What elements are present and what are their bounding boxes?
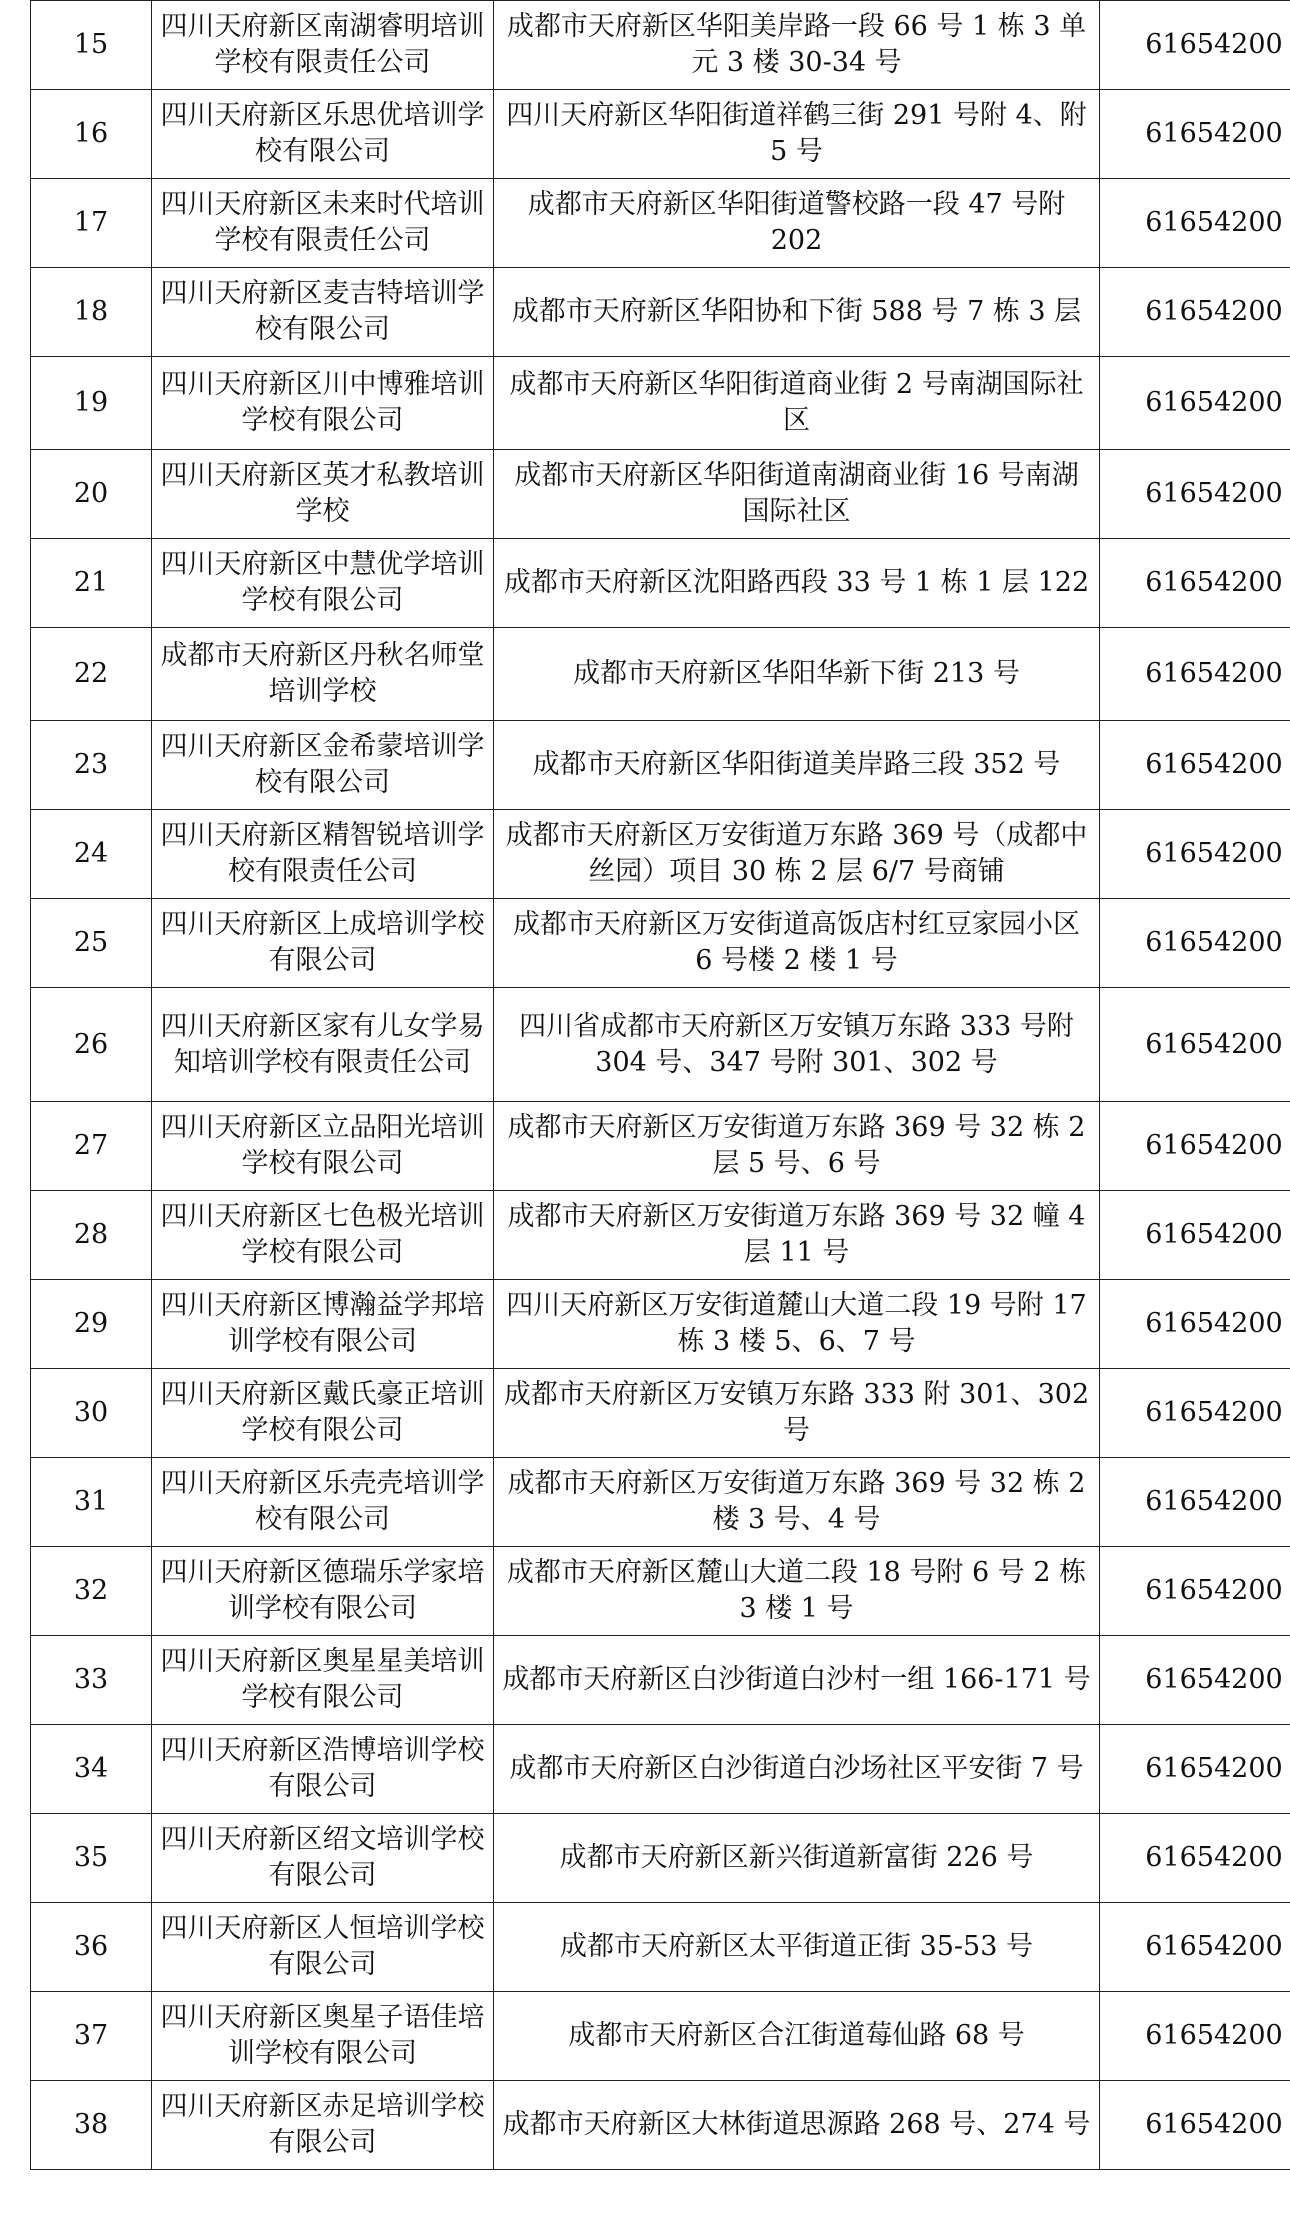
- table-row: [31, 810, 1290, 899]
- row-number: 35: [31, 1814, 152, 1903]
- row-number: 36: [31, 1903, 152, 1992]
- phone-number: 61654200: [1100, 1458, 1290, 1547]
- row-number: 26: [31, 988, 152, 1102]
- phone-number: 61654200: [1100, 1, 1290, 90]
- school-name: 四川天府新区乐壳壳培训学校有限公司: [152, 1458, 494, 1547]
- table-row: [31, 1458, 1290, 1547]
- school-name: 四川天府新区绍文培训学校有限公司: [152, 1814, 494, 1903]
- table-row: [31, 539, 1290, 628]
- school-address: 成都市天府新区大林街道思源路 268 号、274 号: [494, 2081, 1100, 2170]
- school-name: 四川天府新区奥星子语佳培训学校有限公司: [152, 1992, 494, 2081]
- row-number: 30: [31, 1369, 152, 1458]
- row-number: 29: [31, 1280, 152, 1369]
- school-address: 四川天府新区华阳街道祥鹤三街 291 号附 4、附 5 号: [494, 90, 1100, 179]
- school-address: 成都市天府新区万安街道万东路 369 号 32 幢 4 层 11 号: [494, 1191, 1100, 1280]
- table-row: [31, 1280, 1290, 1369]
- phone-number: 61654200: [1100, 1992, 1290, 2081]
- school-address: 成都市天府新区白沙街道白沙场社区平安街 7 号: [494, 1725, 1100, 1814]
- school-address: 成都市天府新区万安街道万东路 369 号 32 栋 2 层 5 号、6 号: [494, 1102, 1100, 1191]
- school-address: 成都市天府新区万安镇万东路 333 附 301、302 号: [494, 1369, 1100, 1458]
- school-address: 成都市天府新区华阳街道商业街 2 号南湖国际社区: [494, 357, 1100, 450]
- school-name: 四川天府新区家有儿女学易知培训学校有限责任公司: [152, 988, 494, 1102]
- school-address: 成都市天府新区华阳街道南湖商业街 16 号南湖国际社区: [494, 450, 1100, 539]
- table-row: [31, 1191, 1290, 1280]
- school-name: 四川天府新区麦吉特培训学校有限公司: [152, 268, 494, 357]
- row-number: 32: [31, 1547, 152, 1636]
- school-address: 成都市天府新区万安街道万东路 369 号 32 栋 2 楼 3 号、4 号: [494, 1458, 1100, 1547]
- row-number: 37: [31, 1992, 152, 2081]
- row-number: 15: [31, 1, 152, 90]
- school-name: 四川天府新区中慧优学培训学校有限公司: [152, 539, 494, 628]
- table-row: [31, 721, 1290, 810]
- phone-number: 61654200: [1100, 899, 1290, 988]
- row-number: 16: [31, 90, 152, 179]
- training-school-table: [30, 0, 1290, 2170]
- phone-number: 61654200: [1100, 628, 1290, 721]
- row-number: 20: [31, 450, 152, 539]
- table-row: [31, 179, 1290, 268]
- row-number: 33: [31, 1636, 152, 1725]
- school-address: 四川天府新区万安街道麓山大道二段 19 号附 17 栋 3 楼 5、6、7 号: [494, 1280, 1100, 1369]
- table-row: [31, 628, 1290, 721]
- school-address: 成都市天府新区华阳协和下街 588 号 7 栋 3 层: [494, 268, 1100, 357]
- phone-number: 61654200: [1100, 1636, 1290, 1725]
- phone-number: 61654200: [1100, 357, 1290, 450]
- row-number: 28: [31, 1191, 152, 1280]
- phone-number: 61654200: [1100, 1725, 1290, 1814]
- phone-number: 61654200: [1100, 721, 1290, 810]
- table-row: [31, 1903, 1290, 1992]
- row-number: 31: [31, 1458, 152, 1547]
- school-address: 四川省成都市天府新区万安镇万东路 333 号附 304 号、347 号附 301、302 号: [494, 988, 1100, 1102]
- school-address: 成都市天府新区万安街道高饭店村红豆家园小区 6 号楼 2 楼 1 号: [494, 899, 1100, 988]
- row-number: 21: [31, 539, 152, 628]
- phone-number: 61654200: [1100, 810, 1290, 899]
- row-number: 38: [31, 2081, 152, 2170]
- table-row: [31, 1636, 1290, 1725]
- school-name: 四川天府新区未来时代培训学校有限责任公司: [152, 179, 494, 268]
- school-address: 成都市天府新区华阳街道警校路一段 47 号附 202: [494, 179, 1100, 268]
- phone-number: 61654200: [1100, 1547, 1290, 1636]
- row-number: 24: [31, 810, 152, 899]
- table-row: [31, 450, 1290, 539]
- phone-number: 61654200: [1100, 2081, 1290, 2170]
- school-name: 四川天府新区博瀚益学邦培训学校有限公司: [152, 1280, 494, 1369]
- row-number: 18: [31, 268, 152, 357]
- school-address: 成都市天府新区华阳华新下街 213 号: [494, 628, 1100, 721]
- row-number: 34: [31, 1725, 152, 1814]
- row-number: 25: [31, 899, 152, 988]
- school-name: 四川天府新区浩博培训学校有限公司: [152, 1725, 494, 1814]
- school-address: 成都市天府新区合江街道莓仙路 68 号: [494, 1992, 1100, 2081]
- table-row: [31, 1102, 1290, 1191]
- school-name: 四川天府新区上成培训学校有限公司: [152, 899, 494, 988]
- table-row: [31, 90, 1290, 179]
- table-row: [31, 1725, 1290, 1814]
- phone-number: 61654200: [1100, 539, 1290, 628]
- phone-number: 61654200: [1100, 1814, 1290, 1903]
- phone-number: 61654200: [1100, 1369, 1290, 1458]
- school-address: 成都市天府新区白沙街道白沙村一组 166-171 号: [494, 1636, 1100, 1725]
- phone-number: 61654200: [1100, 179, 1290, 268]
- table-row: [31, 1369, 1290, 1458]
- table-row: [31, 357, 1290, 450]
- school-name: 四川天府新区德瑞乐学家培训学校有限公司: [152, 1547, 494, 1636]
- row-number: 19: [31, 357, 152, 450]
- school-name: 四川天府新区赤足培训学校有限公司: [152, 2081, 494, 2170]
- school-name: 四川天府新区南湖睿明培训学校有限责任公司: [152, 1, 494, 90]
- school-address: 成都市天府新区华阳街道美岸路三段 352 号: [494, 721, 1100, 810]
- table-row: [31, 988, 1290, 1102]
- phone-number: 61654200: [1100, 1903, 1290, 1992]
- table-row: [31, 1992, 1290, 2081]
- school-name: 四川天府新区七色极光培训学校有限公司: [152, 1191, 494, 1280]
- school-name: 四川天府新区金希蒙培训学校有限公司: [152, 721, 494, 810]
- table-row: [31, 268, 1290, 357]
- school-name: 四川天府新区立品阳光培训学校有限公司: [152, 1102, 494, 1191]
- phone-number: 61654200: [1100, 1280, 1290, 1369]
- row-number: 22: [31, 628, 152, 721]
- phone-number: 61654200: [1100, 1102, 1290, 1191]
- phone-number: 61654200: [1100, 268, 1290, 357]
- school-name: 四川天府新区人恒培训学校有限公司: [152, 1903, 494, 1992]
- school-address: 成都市天府新区麓山大道二段 18 号附 6 号 2 栋 3 楼 1 号: [494, 1547, 1100, 1636]
- phone-number: 61654200: [1100, 450, 1290, 539]
- school-name: 四川天府新区川中博雅培训学校有限公司: [152, 357, 494, 450]
- school-name: 四川天府新区戴氏豪正培训学校有限公司: [152, 1369, 494, 1458]
- phone-number: 61654200: [1100, 1191, 1290, 1280]
- school-address: 成都市天府新区新兴街道新富街 226 号: [494, 1814, 1100, 1903]
- school-name: 四川天府新区奥星星美培训学校有限公司: [152, 1636, 494, 1725]
- school-address: 成都市天府新区万安街道万东路 369 号（成都中丝园）项目 30 栋 2 层 6/7 号商铺: [494, 810, 1100, 899]
- table-body: [31, 1, 1290, 2170]
- table-row: [31, 1547, 1290, 1636]
- phone-number: 61654200: [1100, 988, 1290, 1102]
- table-row: [31, 1, 1290, 90]
- school-name: 四川天府新区精智锐培训学校有限责任公司: [152, 810, 494, 899]
- school-address: 成都市天府新区华阳美岸路一段 66 号 1 栋 3 单元 3 楼 30-34 号: [494, 1, 1100, 90]
- row-number: 27: [31, 1102, 152, 1191]
- phone-number: 61654200: [1100, 90, 1290, 179]
- table-row: [31, 2081, 1290, 2170]
- table-row: [31, 1814, 1290, 1903]
- row-number: 17: [31, 179, 152, 268]
- document-page: [30, 0, 1283, 2170]
- school-address: 成都市天府新区太平街道正街 35-53 号: [494, 1903, 1100, 1992]
- school-name: 四川天府新区英才私教培训学校: [152, 450, 494, 539]
- table-row: [31, 899, 1290, 988]
- row-number: 23: [31, 721, 152, 810]
- school-name: 成都市天府新区丹秋名师堂培训学校: [152, 628, 494, 721]
- school-address: 成都市天府新区沈阳路西段 33 号 1 栋 1 层 122: [494, 539, 1100, 628]
- school-name: 四川天府新区乐思优培训学校有限公司: [152, 90, 494, 179]
